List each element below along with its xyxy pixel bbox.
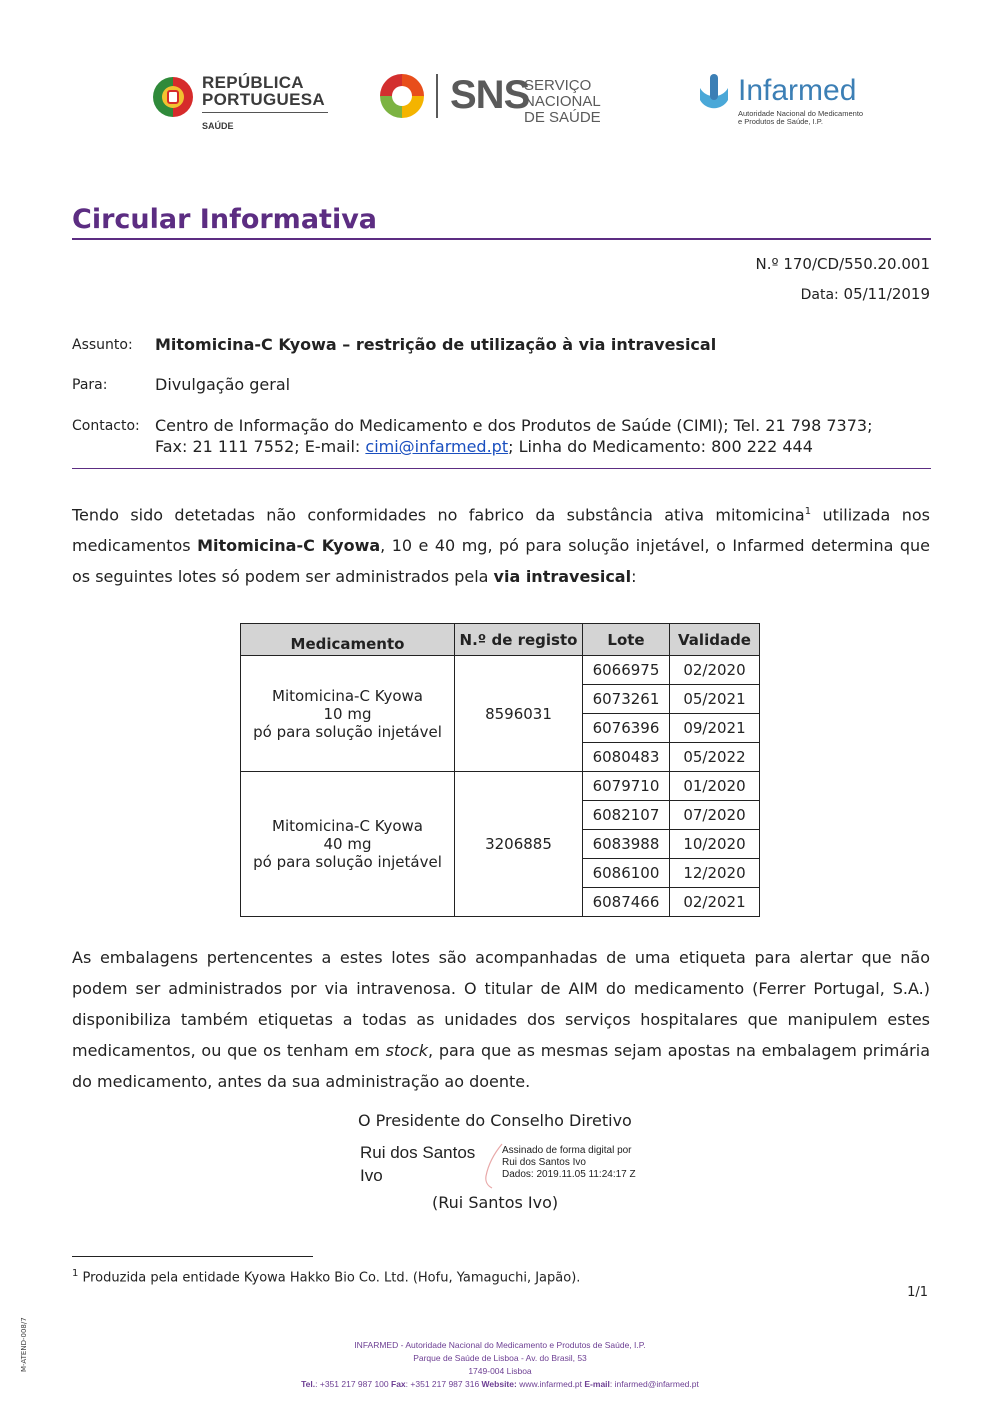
- sns-acronym: SNS: [450, 73, 530, 117]
- lote-cell: 6080483: [583, 743, 670, 772]
- footer-web-label: Website:: [481, 1379, 517, 1389]
- contact-email-link[interactable]: cimi@infarmed.pt: [365, 437, 509, 456]
- footer-fax: : +351 217 987 316: [405, 1379, 482, 1389]
- medicamento-cell: [241, 772, 455, 917]
- footnote: [72, 1268, 580, 1285]
- footer-tel-label: Tel.: [301, 1379, 316, 1389]
- medicamento-cell: [241, 656, 455, 772]
- validade-cell: 07/2020: [670, 801, 760, 830]
- contact-value: [155, 415, 872, 457]
- lote-cell: 6079710: [583, 772, 670, 801]
- lote-cell: 6083988: [583, 830, 670, 859]
- signature-role: O Presidente do Conselho Diretivo: [358, 1111, 632, 1130]
- sig-name-2: Ivo: [360, 1166, 383, 1185]
- footer-fax-label: Fax: [391, 1379, 406, 1389]
- sig-meta-2: Rui dos Santos Ivo: [502, 1157, 586, 1168]
- lote-cell: 6066975: [583, 656, 670, 685]
- footer-line1: INFARMED - Autoridade Nacional do Medicamento e Produtos de Saúde, I.P.: [354, 1340, 646, 1350]
- signature-printed-name: (Rui Santos Ivo): [432, 1193, 559, 1212]
- republica-portuguesa-logo: [150, 72, 340, 134]
- sig-meta-1: Assinado de forma digital por: [502, 1145, 632, 1156]
- infarmed-emblem-icon: [694, 72, 734, 116]
- sns-logo: [378, 72, 658, 126]
- footer-email-label: E-mail: [584, 1379, 610, 1389]
- document-title: Circular Informativa: [72, 204, 378, 235]
- subject-value: Mitomicina-C Kyowa – restrição de utilização à via intravesical: [155, 335, 717, 354]
- infarmed-sub-2: e Produtos de Saúde, I.P.: [738, 117, 823, 126]
- closing-c2: , para que as mesmas sejam apostas na embalagem primária do medicamento, antes da sua administração ao doente.: [72, 1041, 930, 1091]
- table-row: [241, 656, 760, 685]
- date-label: Data:: [800, 287, 839, 303]
- validade-cell: 02/2021: [670, 888, 760, 917]
- sig-name-1: Rui dos Santos: [360, 1143, 476, 1162]
- signature-name: [360, 1141, 475, 1187]
- footer-line2: Parque de Saúde de Lisboa - Av. do Brasil, 53: [413, 1353, 587, 1363]
- lote-cell: 6087466: [583, 888, 670, 917]
- registo-cell: 3206885: [455, 772, 583, 917]
- lote-cell: 6076396: [583, 714, 670, 743]
- validade-cell: 01/2020: [670, 772, 760, 801]
- form-code: M-ATEND-008/7: [20, 1317, 28, 1372]
- med-dose: 10 mg: [323, 704, 372, 723]
- footer-line3: 1749-004 Lisboa: [468, 1366, 532, 1376]
- closing-paragraph: [72, 942, 930, 1097]
- med-name: Mitomicina-C Kyowa: [272, 686, 423, 705]
- rp-line1: REPÚBLICA: [202, 73, 304, 92]
- lote-cell: 6086100: [583, 859, 670, 888]
- footer-tel: : +351 217 987 100: [315, 1379, 392, 1389]
- footnote-ref: 1: [804, 506, 812, 517]
- sns-small-1: SERVIÇO NACIONAL: [524, 77, 601, 110]
- header-registo: N.º de registo: [455, 624, 583, 656]
- sns-separator: [436, 74, 438, 118]
- med-dose: 40 mg: [323, 835, 372, 853]
- footnote-rule: [72, 1256, 313, 1257]
- footer-web[interactable]: www.infarmed.pt: [516, 1379, 585, 1389]
- validade-cell: 12/2020: [670, 859, 760, 888]
- intro-drug: Mitomicina-C Kyowa: [197, 536, 381, 556]
- validade-cell: 05/2021: [670, 685, 760, 714]
- validade-cell: 05/2022: [670, 743, 760, 772]
- validade-cell: 10/2020: [670, 830, 760, 859]
- intro-paragraph: [72, 496, 930, 592]
- intro-p1: Tendo sido detetadas não conformidades no fabrico da substância ativa mitomicina: [72, 505, 805, 525]
- closing-c1: As embalagens pertencentes a estes lotes são acompanhadas de uma etiqueta para alertar que não podem ser administrados por via intravenosa. O titular de AIM do medicamento (Ferrer Portugal, S.A.) disponibiliza também etiquetas a todas as unidades dos serviços hospitalares que manipulem estes medicamentos, ou que os tenham em: [72, 948, 930, 1060]
- header-validade: Validade: [670, 624, 760, 656]
- med-name: Mitomicina-C Kyowa: [272, 817, 423, 835]
- contact-line2a: Fax: 21 111 7552; E-mail:: [155, 437, 366, 456]
- portugal-emblem-icon: [150, 74, 196, 120]
- registo-cell: 8596031: [455, 656, 583, 772]
- page-number: 1/1: [907, 1285, 928, 1300]
- lote-cell: 6073261: [583, 685, 670, 714]
- header-medicamento: Medicamento: [241, 624, 455, 656]
- table-header-row: [241, 624, 760, 656]
- med-form: pó para solução injetável: [253, 853, 442, 871]
- lots-table: [240, 623, 760, 917]
- contact-label: Contacto:: [72, 418, 140, 434]
- signature-meta: [502, 1145, 636, 1181]
- to-value: Divulgação geral: [155, 375, 291, 394]
- rp-line2: PORTUGUESA: [202, 90, 325, 109]
- footnote-text: Produzida pela entidade Kyowa Hakko Bio Co. Ltd. (Hofu, Yamaguchi, Japão).: [78, 1270, 581, 1286]
- sns-emblem-icon: [378, 72, 426, 120]
- subject-label: Assunto:: [72, 337, 133, 353]
- to-label: Para:: [72, 377, 108, 393]
- intro-route: via intravesical: [493, 567, 632, 587]
- sns-fullname: [524, 78, 654, 126]
- intro-p2: utilizada nos medicamentos: [72, 505, 930, 556]
- infarmed-logo: [694, 72, 874, 134]
- title-rule: [72, 238, 931, 240]
- meta-rule: [72, 468, 931, 469]
- footnote-num: 1: [72, 1268, 79, 1279]
- validade-cell: 02/2020: [670, 656, 760, 685]
- header-lote: Lote: [583, 624, 670, 656]
- sns-small-2: DE SAÚDE: [524, 109, 601, 126]
- footer-contacts: [0, 1379, 1000, 1389]
- table-row: [241, 772, 760, 801]
- lote-cell: 6082107: [583, 801, 670, 830]
- rp-sub: SAÚDE: [202, 121, 234, 131]
- sig-meta-3: Dados: 2019.11.05 11:24:17 Z: [502, 1169, 636, 1180]
- rp-divider: [202, 112, 328, 113]
- intro-p4: :: [631, 567, 637, 587]
- intro-p3: , 10 e 40 mg, pó para solução injetável, o Infarmed determina que os seguintes lotes só podem ser administrados pela: [72, 536, 930, 587]
- circular-number: N.º 170/CD/550.20.001: [755, 255, 930, 273]
- contact-line2b: ; Linha do Medicamento: 800 222 444: [508, 437, 813, 456]
- contact-line1: Centro de Informação do Medicamento e dos Produtos de Saúde (CIMI); Tel. 21 798 7373;: [155, 416, 873, 435]
- infarmed-subtitle: [738, 110, 878, 126]
- infarmed-sub-1: Autoridade Nacional do Medicamento: [738, 109, 864, 118]
- footer-email[interactable]: : infarmed@infarmed.pt: [609, 1379, 699, 1389]
- closing-stock: stock: [385, 1041, 429, 1060]
- med-form: pó para solução injetável: [253, 722, 442, 741]
- infarmed-name: Infarmed: [738, 74, 857, 107]
- circular-date: [801, 285, 930, 303]
- validade-cell: 09/2021: [670, 714, 760, 743]
- date-value: 05/11/2019: [843, 285, 930, 303]
